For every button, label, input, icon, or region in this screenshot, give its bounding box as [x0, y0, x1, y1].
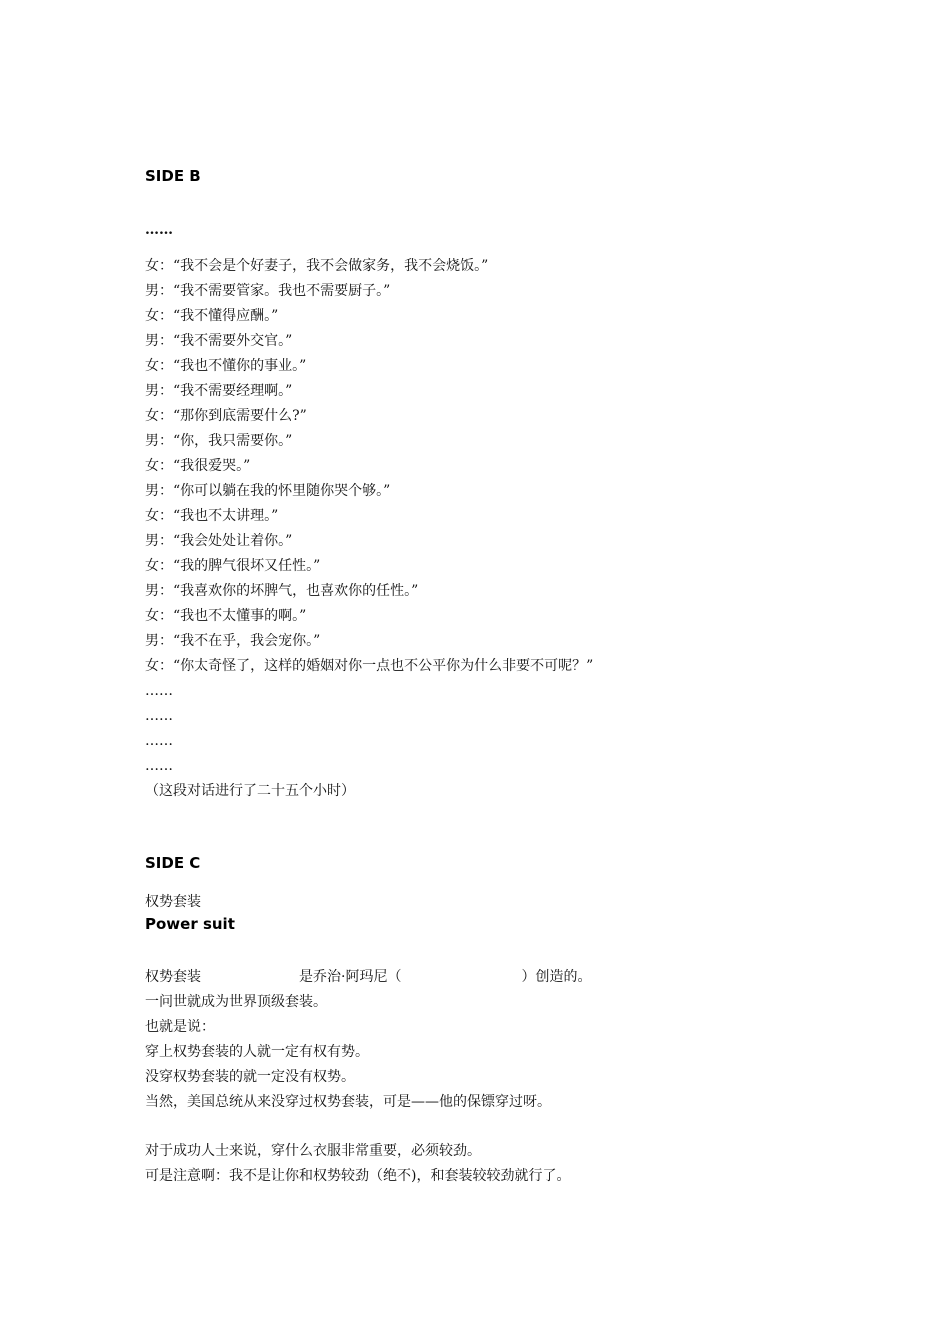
dialogue-line: 女：“我也不懂你的事业。”: [145, 358, 307, 374]
paragraph-line: 一问世就成为世界顶级套装。: [145, 994, 327, 1010]
ellipsis-line: ……: [145, 708, 173, 724]
section-title-zh: 权势套装: [145, 894, 201, 910]
ellipsis-line: ……: [145, 683, 173, 699]
paragraph-line: 穿上权势套装的人就一定有权有势。: [145, 1044, 369, 1060]
intro-part-2: 是乔治·阿玛尼（: [299, 969, 402, 985]
document-body: [145, 164, 865, 1189]
side-c-heading: SIDE C: [145, 854, 201, 872]
side-b-heading: SIDE B: [145, 167, 201, 185]
dialogue-note: （这段对话进行了二十五个小时）: [145, 783, 355, 799]
dialogue-line: 男：“你可以躺在我的怀里随你哭个够。”: [145, 483, 391, 499]
intro-part-3: ）创造的。: [521, 969, 592, 985]
dialogue-line: 男：“我不需要经理啊。”: [145, 383, 293, 399]
dialogue-line: 男：“我不需要管家。我也不需要厨子。”: [145, 283, 391, 299]
ellipsis-line: ……: [145, 733, 173, 749]
paragraph-line: 也就是说：: [145, 1019, 215, 1035]
side-b-ellipsis: ……: [145, 222, 173, 238]
dialogue-line: 女：“我很爱哭。”: [145, 458, 251, 474]
paragraph-line: 当然，美国总统从来没穿过权势套装，可是——他的保镖穿过呀。: [145, 1094, 551, 1110]
ellipsis-line: ……: [145, 758, 173, 774]
dialogue-line: 女：“我也不太懂事的啊。”: [145, 608, 307, 624]
side-b-dialogue: [145, 254, 865, 804]
dialogue-line: 男：“我喜欢你的坏脾气，也喜欢你的任性。”: [145, 583, 419, 599]
dialogue-line: 女：“你太奇怪了，这样的婚姻对你一点也不公平你为什么非要不可呢？”: [145, 658, 594, 674]
dialogue-line: 女：“我也不太讲理。”: [145, 508, 279, 524]
paragraph-line: 对于成功人士来说，穿什么衣服非常重要，必须较劲。: [145, 1143, 481, 1159]
dialogue-line: 男：“我不需要外交官。”: [145, 333, 293, 349]
intro-line: [145, 965, 865, 990]
dialogue-line: 女：“那你到底需要什么?”: [145, 408, 307, 424]
dialogue-line: 男：“你，我只需要你。”: [145, 433, 293, 449]
dialogue-line: 男：“我会处处让着你。”: [145, 533, 293, 549]
paragraph-line: 可是注意啊：我不是让你和权势较劲（绝不)，和套装较较劲就行了。: [145, 1168, 571, 1184]
paragraph-line: 没穿权势套装的就一定没有权势。: [145, 1069, 355, 1085]
dialogue-line: 男：“我不在乎，我会宠你。”: [145, 633, 321, 649]
intro-part-1: 权势套装: [145, 969, 201, 985]
dialogue-line: 女：“我不会是个好妻子，我不会做家务，我不会烧饭。”: [145, 258, 489, 274]
dialogue-line: 女：“我不懂得应酬。”: [145, 308, 279, 324]
dialogue-line: 女：“我的脾气很坏又任性。”: [145, 558, 321, 574]
section-title-en: Power suit: [145, 915, 235, 933]
